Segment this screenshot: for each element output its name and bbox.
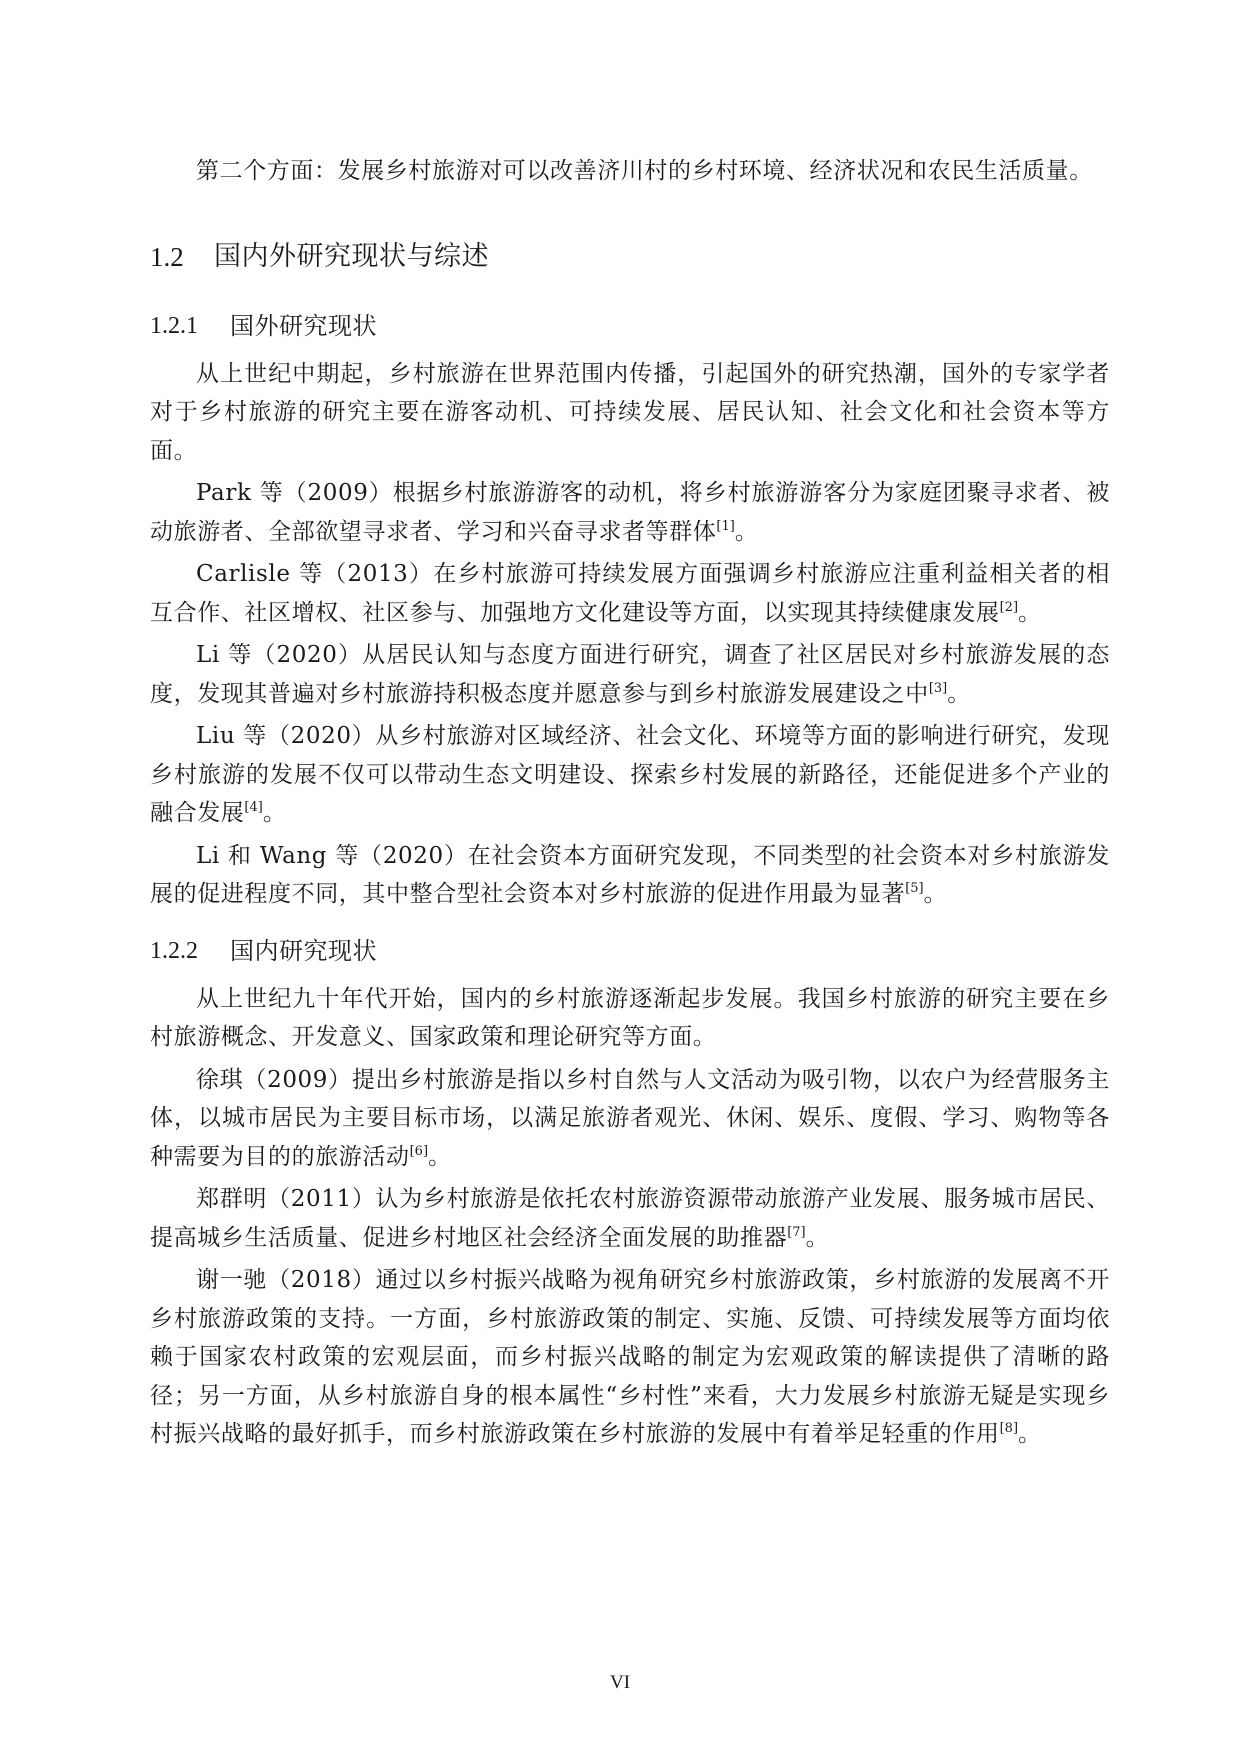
sentence-end: 。 bbox=[923, 881, 948, 907]
paragraph-text: Li 和 Wang 等（2020）在社会资本方面研究发现，不同类型的社会资本对乡村旅游发展的促进程度不同，其中整合型社会资本对乡村旅游的促进作用最为显著 bbox=[150, 842, 1110, 907]
subsection-heading-1-2-1 bbox=[150, 307, 1110, 345]
sentence-end: 。 bbox=[1018, 599, 1042, 626]
citation-ref[interactable]: [2] bbox=[999, 599, 1019, 615]
sentence-end: 。 bbox=[1018, 1421, 1042, 1447]
sentence-end: 。 bbox=[805, 1224, 830, 1251]
citation-ref[interactable]: [3] bbox=[928, 680, 948, 696]
citation-ref[interactable]: [1] bbox=[716, 518, 735, 534]
paragraph bbox=[150, 1261, 1110, 1454]
paragraph-text: Carlisle 等（2013）在乡村旅游可持续发展方面强调乡村旅游应注重利益相关者的相互合作、社区增权、社区参与、加强地方文化建设等方面，以实现其持续健康发展 bbox=[150, 561, 1110, 626]
subsection-number: 1.2.2 bbox=[150, 937, 198, 964]
paragraph bbox=[150, 355, 1110, 471]
paragraph bbox=[150, 980, 1110, 1057]
paragraph-text: 谢一驰（2018）通过以乡村振兴战略为视角研究乡村旅游政策，乡村旅游的发展离不开乡村旅游政策的支持。一方面，乡村旅游政策的制定、实施、反馈、可持续发展等方面均依赖于国家农村政策的宏观层面，而乡村振兴战略的制定为宏观政策的解读提供了清晰的路径；另一方面，从乡村旅游自身的根本属性“乡村性”来看，大力发展乡村旅游无疑是实现乡村振兴战略的最好抓手，而乡村旅游政策在乡村旅游的发展中有着举足轻重的作用 bbox=[150, 1267, 1110, 1447]
page-number: VI bbox=[609, 1672, 631, 1693]
paragraph-text: Li 等（2020）从居民认知与态度方面进行研究，调查了社区居民对乡村旅游发展的态度，发现其普遍对乡村旅游持积极态度并愿意参与到乡村旅游发展建设之中 bbox=[150, 642, 1110, 707]
citation-ref[interactable]: [8] bbox=[999, 1421, 1019, 1436]
document-body bbox=[150, 152, 1110, 1458]
subsection-heading-1-2-2 bbox=[150, 932, 1110, 970]
section-number: 1.2 bbox=[150, 241, 184, 272]
paragraph bbox=[150, 717, 1110, 833]
paragraph bbox=[150, 1180, 1110, 1257]
paragraph bbox=[150, 555, 1110, 632]
sentence-end: 。 bbox=[428, 1143, 452, 1170]
sentence-end: 。 bbox=[262, 800, 287, 826]
section-heading-1-2 bbox=[150, 237, 1110, 277]
paragraph bbox=[150, 837, 1110, 914]
sentence-end: 。 bbox=[947, 680, 971, 707]
paragraph-text: 徐琪（2009）提出乡村旅游是指以乡村自然与人文活动为吸引物，以农户为经营服务主体，以城市居民为主要目标市场，以满足旅游者观光、休闲、娱乐、度假、学习、购物等各种需要为目的的旅游活动 bbox=[150, 1066, 1110, 1170]
citation-ref[interactable]: [6] bbox=[409, 1143, 429, 1159]
paragraph-text: 从上世纪中期起，乡村旅游在世界范围内传播，引起国外的研究热潮，国外的专家学者对于乡村旅游的研究主要在游客动机、可持续发展、居民认知、社会文化和社会资本等方面。 bbox=[150, 360, 1110, 464]
subsection-title: 国外研究现状 bbox=[230, 311, 377, 340]
subsection-number: 1.2.1 bbox=[150, 312, 198, 339]
paragraph-text: Liu 等（2020）从乡村旅游对区域经济、社会文化、环境等方面的影响进行研究，发现乡村旅游的发展不仅可以带动生态文明建设、探索乡村发展的新路径，还能促进多个产业的融合发展 bbox=[150, 723, 1110, 826]
citation-ref[interactable]: [7] bbox=[787, 1224, 806, 1240]
paragraph-text: 从上世纪九十年代开始，国内的乡村旅游逐渐起步发展。我国乡村旅游的研究主要在乡村旅游概念、开发意义、国家政策和理论研究等方面。 bbox=[150, 985, 1110, 1050]
paragraph bbox=[150, 1061, 1110, 1177]
paragraph bbox=[150, 474, 1110, 551]
citation-ref[interactable]: [4] bbox=[244, 800, 263, 815]
paragraph-text: 第二个方面：发展乡村旅游对可以改善济川村的乡村环境、经济状况和农民生活质量。 bbox=[196, 158, 1093, 184]
paragraph bbox=[150, 636, 1110, 713]
citation-ref[interactable]: [5] bbox=[905, 881, 924, 896]
continuation-paragraph bbox=[150, 152, 1110, 191]
paragraph-text: Park 等（2009）根据乡村旅游游客的动机，将乡村旅游游客分为家庭团聚寻求者、被动旅游者、全部欲望寻求者、学习和兴奋寻求者等群体 bbox=[150, 480, 1110, 545]
paragraph-text: 郑群明（2011）认为乡村旅游是依托农村旅游资源带动旅游产业发展、服务城市居民、提高城乡生活质量、促进乡村地区社会经济全面发展的助推器 bbox=[150, 1186, 1110, 1251]
section-title: 国内外研究现状与综述 bbox=[214, 240, 489, 272]
sentence-end: 。 bbox=[734, 518, 759, 545]
subsection-title: 国内研究现状 bbox=[230, 936, 377, 965]
